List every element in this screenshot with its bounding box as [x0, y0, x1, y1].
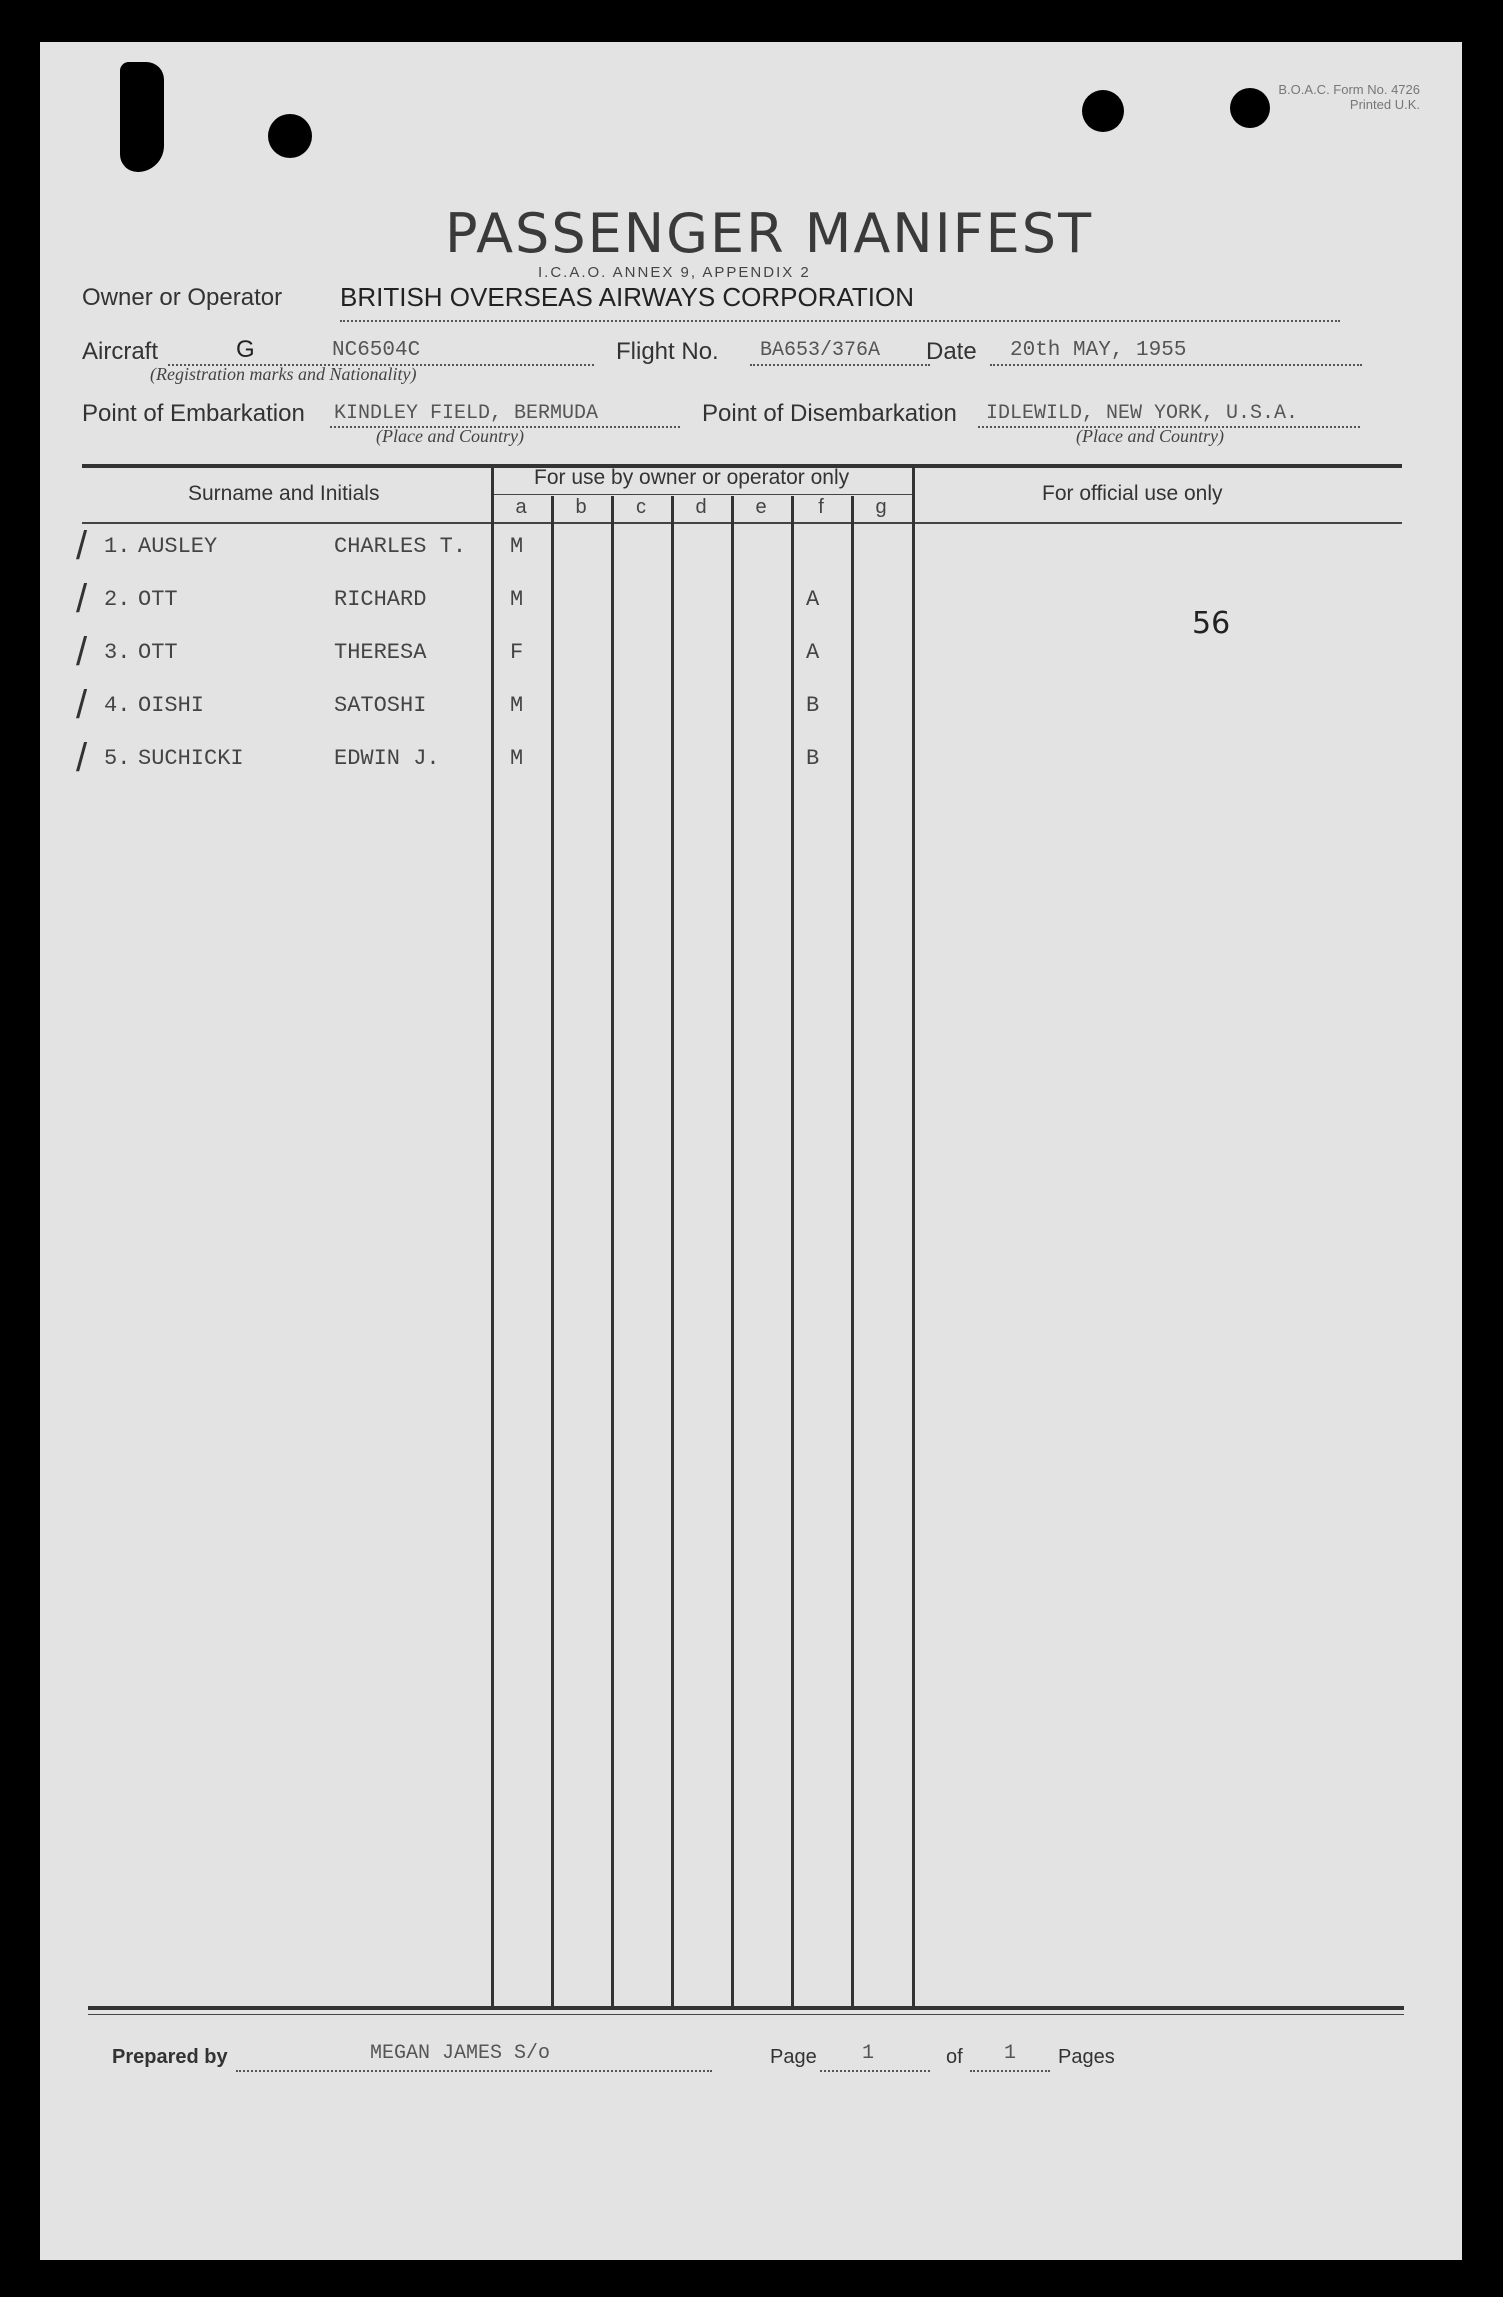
punch-hole-left: [268, 114, 312, 158]
disembarkation-value: IDLEWILD, NEW YORK, U.S.A.: [986, 402, 1299, 425]
flight-underline: [750, 364, 930, 366]
embarkation-value: KINDLEY FIELD, BERMUDA: [334, 402, 599, 425]
given-names: SATOSHI: [334, 693, 427, 718]
table-header-rule: [82, 522, 1402, 524]
aircraft-caption: (Registration marks and Nationality): [150, 364, 417, 384]
page-title: PASSENGER MANIFEST: [445, 202, 1094, 265]
table-row: [40, 736, 1462, 790]
prepared-by-value: MEGAN JAMES S/o: [370, 2042, 551, 2065]
col-header-g: g: [875, 496, 887, 518]
page-subtitle: I.C.A.O. ANNEX 9, APPENDIX 2: [538, 264, 811, 281]
embarkation-label: Point of Embarkation: [82, 400, 305, 427]
owner-underline: [340, 320, 1340, 322]
group-header-rule: [492, 494, 912, 495]
aircraft-prefix: G: [236, 336, 255, 363]
page-underline: [820, 2070, 930, 2072]
table-row: [40, 683, 1462, 737]
given-names: EDWIN J.: [334, 746, 440, 771]
col-a-value: M: [510, 534, 524, 559]
prepared-by-label: Prepared by: [112, 2046, 228, 2068]
aircraft-registration: NC6504C: [332, 339, 421, 362]
row-number: 3.: [104, 640, 131, 665]
date-value: 20th MAY, 1955: [1010, 339, 1187, 362]
surname: OISHI: [138, 693, 205, 718]
punch-hole-right-1: [1082, 90, 1124, 132]
table-row: [40, 524, 1462, 578]
surname: SUCHICKI: [138, 746, 244, 771]
date-underline: [990, 364, 1362, 366]
pages-value: 1: [1004, 2042, 1017, 2065]
of-label: of: [946, 2046, 963, 2068]
col-a-value: M: [510, 693, 524, 718]
col-header-a: a: [515, 496, 527, 518]
table-row: [40, 577, 1462, 631]
surname: OTT: [138, 640, 178, 665]
pages-underline: [970, 2070, 1050, 2072]
form-number: B.O.A.C. Form No. 4726 Printed U.K.: [1278, 82, 1420, 112]
table-row: [40, 630, 1462, 684]
owner-value: BRITISH OVERSEAS AIRWAYS CORPORATION: [340, 282, 915, 312]
col-header-e: e: [755, 496, 767, 518]
row-number: 1.: [104, 534, 131, 559]
col-header-b: b: [575, 496, 587, 518]
row-number: 4.: [104, 693, 131, 718]
check-mark: /: [76, 524, 88, 568]
page-label: Page: [770, 2046, 817, 2068]
col-f-value: A: [806, 587, 820, 612]
check-mark: /: [76, 630, 88, 674]
table-bottom-rule-2: [88, 2014, 1404, 2015]
given-names: RICHARD: [334, 587, 427, 612]
col-header-d: d: [695, 496, 707, 518]
flight-label: Flight No.: [616, 338, 719, 365]
aircraft-label: Aircraft: [82, 338, 159, 365]
given-names: CHARLES T.: [334, 534, 467, 559]
row-number: 2.: [104, 587, 131, 612]
prepared-by-underline: [236, 2070, 712, 2072]
col-f-value: B: [806, 746, 820, 771]
col-header-official: For official use only: [1042, 482, 1223, 505]
col-header-c: c: [636, 496, 646, 518]
col-f-value: A: [806, 640, 820, 665]
surname: AUSLEY: [138, 534, 218, 559]
col-a-value: M: [510, 587, 524, 612]
disembarkation-caption: (Place and Country): [1076, 426, 1224, 446]
col-a-value: F: [510, 640, 524, 665]
check-mark: /: [76, 683, 88, 727]
check-mark: /: [76, 577, 88, 621]
col-header-surname: Surname and Initials: [188, 482, 380, 505]
page-value: 1: [862, 2042, 875, 2065]
embarkation-caption: (Place and Country): [376, 426, 524, 446]
date-label: Date: [926, 338, 977, 365]
col-header-operator-group: For use by owner or operator only: [534, 466, 850, 489]
torn-edge-mark: [120, 62, 164, 172]
disembarkation-label: Point of Disembarkation: [702, 400, 957, 427]
col-a-value: M: [510, 746, 524, 771]
manifest-sheet: [40, 42, 1462, 2260]
col-f-value: B: [806, 693, 820, 718]
table-bottom-rule: [88, 2006, 1404, 2010]
col-header-f: f: [818, 496, 824, 518]
official-number: 56: [1192, 606, 1231, 641]
row-number: 5.: [104, 746, 131, 771]
owner-label: Owner or Operator: [82, 284, 283, 311]
surname: OTT: [138, 587, 178, 612]
given-names: THERESA: [334, 640, 427, 665]
pages-label: Pages: [1058, 2046, 1115, 2068]
flight-number: BA653/376A: [760, 339, 881, 362]
check-mark: /: [76, 736, 88, 780]
